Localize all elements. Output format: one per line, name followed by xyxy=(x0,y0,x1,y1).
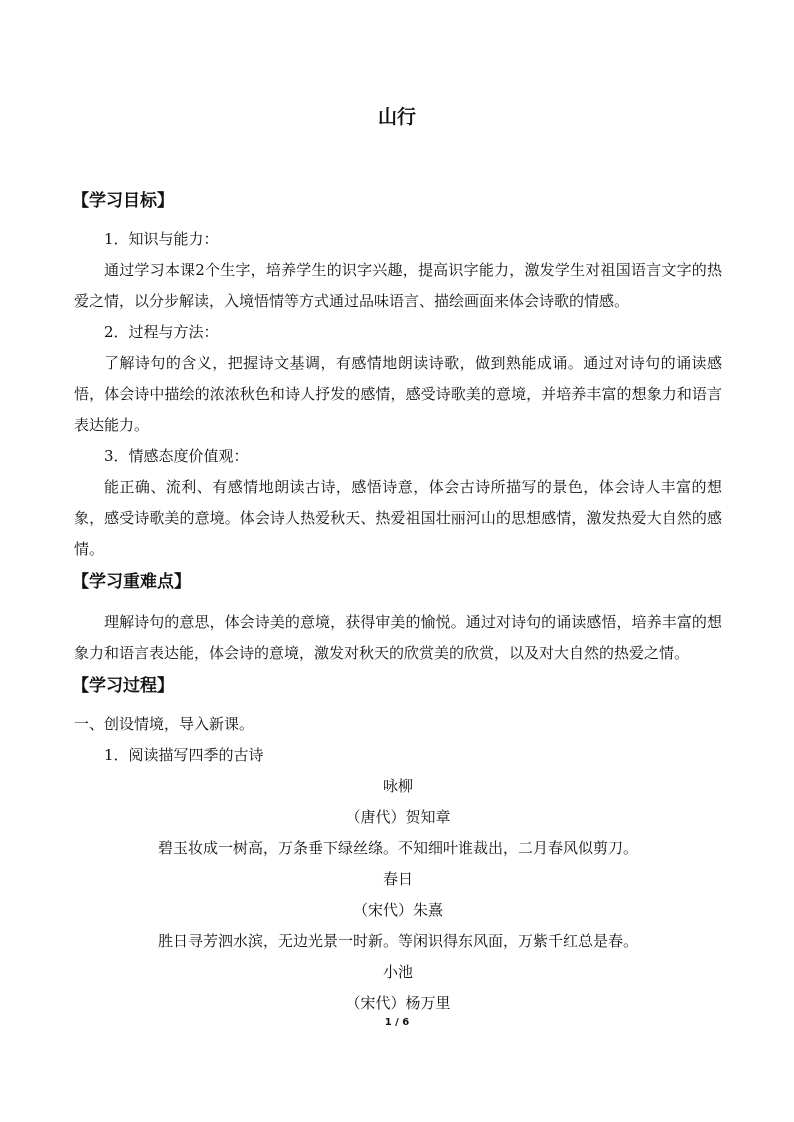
poem-title: 咏柳 xyxy=(382,777,413,795)
poem-text: 胜日寻芳泗水滨，无边光景一时新。等闲识得东风面，万紫千红总是春。 xyxy=(157,932,638,950)
poem-text: 碧玉妆成一树高，万条垂下绿丝绦。不知细叶谁裁出，二月春风似剪刀。 xyxy=(157,839,638,857)
section-heading-objectives: 【学习目标】 xyxy=(72,191,174,211)
page-number: 1 / 6 xyxy=(384,1017,410,1028)
objective-text-process: 了解诗句的含义，把握诗文基调，有感情地朗读诗歌，做到熟能成诵。通过对诗句的诵读感悟，体会诗中描绘的浓浓秋色和诗人抒发的感情，感受诗歌美的意境，并培养丰富的想象力和语言表达能力。 xyxy=(74,354,722,434)
poem-author: （宋代）朱熹 xyxy=(352,901,443,919)
objective-label-emotion: 3．情感态度价值观： xyxy=(104,447,249,465)
process-step-1-1: 1．阅读描写四季的古诗 xyxy=(104,746,264,764)
page-title: 山行 xyxy=(377,106,416,128)
section-heading-process: 【学习过程】 xyxy=(72,676,174,696)
process-step-1: 一、创设情境，导入新课。 xyxy=(74,715,255,733)
objective-text-emotion: 能正确、流利、有感情地朗读古诗，感悟诗意，体会古诗所描写的景色，体会诗人丰富的想象，感受诗歌美的意境。体会诗人热爱秋天、热爱祖国壮丽河山的思想感情，激发热爱大自然的感情。 xyxy=(74,478,722,558)
poem-author: （宋代）杨万里 xyxy=(345,994,451,1012)
objective-label-knowledge: 1．知识与能力： xyxy=(104,230,219,248)
poem-author: （唐代）贺知章 xyxy=(345,808,451,826)
key-points-text: 理解诗句的意思，体会诗美的意境，获得审美的愉悦。通过对诗句的诵读感悟，培养丰富的想象力和语言表达能，体会诗的意境，激发对秋天的欣赏美的欣赏，以及对大自然的热爱之情。 xyxy=(74,613,722,662)
document-body xyxy=(74,184,722,1019)
poem-title: 小池 xyxy=(382,963,413,981)
objective-label-process: 2．过程与方法： xyxy=(104,323,219,341)
objective-text-knowledge: 通过学习本课2个生字，培养学生的识字兴趣，提高识字能力，激发学生对祖国语言文字的热爱之情，以分步解读，入境悟情等方式通过品味语言、描绘画面来体会诗歌的情感。 xyxy=(74,261,722,310)
section-heading-key-points: 【学习重难点】 xyxy=(72,572,191,592)
poem-title: 春日 xyxy=(382,870,413,888)
